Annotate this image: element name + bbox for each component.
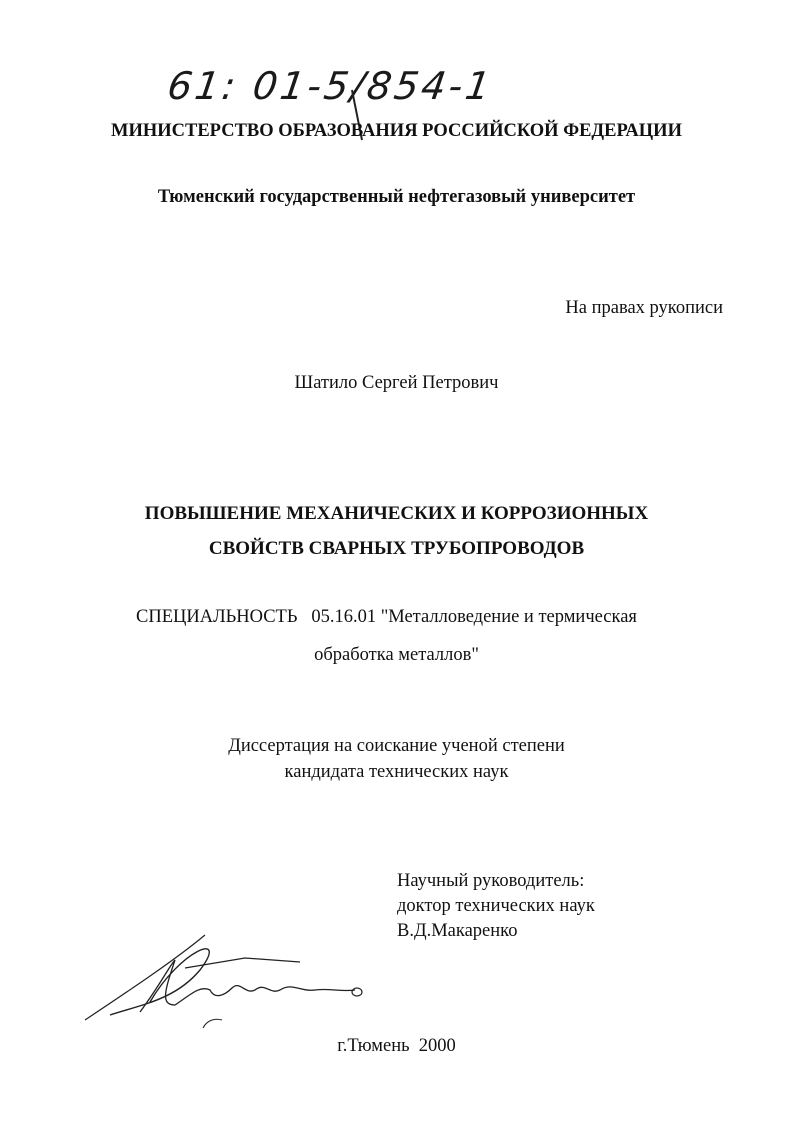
specialty-line-1: СПЕЦИАЛЬНОСТЬ 05.16.01 "Металловедение и термическая <box>136 607 637 627</box>
ministry-heading: МИНИСТЕРСТВО ОБРАЗОВАНИЯ РОССИЙСКОЙ ФЕДЕРАЦИИ <box>111 121 682 141</box>
specialty-line-2: обработка металлов" <box>314 645 479 665</box>
supervisor-name: В.Д.Макаренко <box>397 921 518 941</box>
place-year: г.Тюмень 2000 <box>337 1036 456 1056</box>
title-line-2: СВОЙСТВ СВАРНЫХ ТРУБОПРОВОДОВ <box>208 538 585 559</box>
degree-line-1: Диссертация на соискание ученой степени <box>228 736 565 756</box>
degree-line-2: кандидата технических наук <box>284 762 509 782</box>
supervisor-role: Научный руководитель: <box>397 871 585 891</box>
title-line-1: ПОВЫШЕНИЕ МЕХАНИЧЕСКИХ И КОРРОЗИОННЫХ <box>144 503 649 524</box>
supervisor-degree: доктор технических наук <box>397 896 595 916</box>
manuscript-note: На правах рукописи <box>565 298 723 318</box>
university-name: Тюменский государственный нефтегазовый университет <box>157 187 636 207</box>
archive-number-handwritten: 61: 01-5/854-1 <box>164 64 496 108</box>
author-name: Шатило Сергей Петрович <box>294 373 499 393</box>
